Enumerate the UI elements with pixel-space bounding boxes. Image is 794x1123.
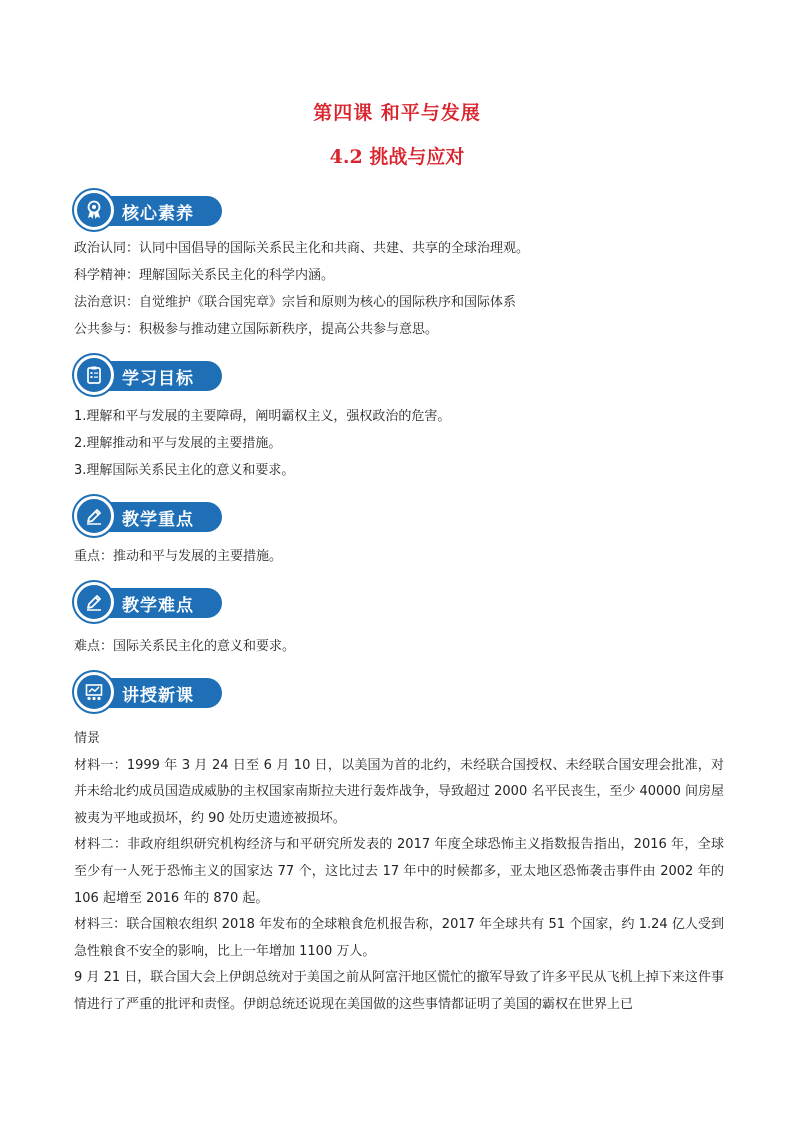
pencil-icon — [74, 496, 114, 536]
section-label: 教学难点 — [122, 596, 194, 616]
presentation-chart-icon — [74, 672, 114, 712]
focus-text: 重点：推动和平与发展的主要措施。 — [74, 549, 283, 564]
difficulty-text: 难点：国际关系民主化的意义和要求。 — [74, 639, 296, 654]
section-label: 学习目标 — [122, 369, 194, 389]
material-paragraph: 材料一：1999 年 3 月 24 日至 6 月 10 日，以美国为首的北约，未经联合国授权、未经联合国安理会批准，对并未给北约成员国造成威胁的主权国家南斯拉夫进行轰炸战争，导致超过 2000 名平民丧生，至少 40000 间房屋被夷为平地或损坏，约 90 处历史遗迹被损坏。 — [74, 757, 724, 826]
scenario-heading: 情景 — [74, 731, 101, 746]
core-item: 政治认同：认同中国倡导的国际关系民主化和共商、共建、共享的全球治理观。 — [74, 241, 530, 256]
core-item: 科学精神：理解国际关系民主化的科学内涵。 — [74, 268, 335, 283]
section-label: 教学重点 — [122, 510, 194, 530]
pencil-icon — [74, 582, 114, 622]
material-paragraph: 材料三：联合国粮农组织 2018 年发布的全球粮食危机报告称，2017 年全球共有 51 个国家，约 1.24 亿人受到急性粮食不安全的影响，比上一年增加 1100 万人。 — [74, 917, 724, 959]
section-label: 讲授新课 — [122, 686, 194, 706]
lesson-body — [74, 726, 724, 1019]
lesson-subtitle: 4.2 挑战与应对 — [329, 146, 465, 168]
goal-item: 3.理解国际关系民主化的意义和要求。 — [74, 463, 295, 478]
lesson-title: 第四课 和平与发展 — [313, 102, 481, 124]
clipboard-checklist-icon — [74, 355, 114, 395]
core-item: 法治意识：自觉维护《联合国宪章》宗旨和原则为核心的国际秩序和国际体系 — [74, 295, 517, 310]
material-paragraph: 材料二：非政府组织研究机构经济与和平研究所发表的 2017 年度全球恐怖主义指数报告指出，2016 年，全球至少有一人死于恐怖主义的国家达 77 个，这比过去 17 年中的时候都多，亚太地区恐怖袭击事件由 2002 年的 106 起增至 2016 年的 870 起。 — [74, 837, 724, 906]
section-label: 核心素养 — [122, 204, 194, 224]
core-item: 公共参与：积极参与推动建立国际新秩序，提高公共参与意思。 — [74, 322, 439, 337]
goal-item: 2.理解推动和平与发展的主要措施。 — [74, 436, 282, 451]
goal-item: 1.理解和平与发展的主要障碍，阐明霸权主义，强权政治的危害。 — [74, 409, 451, 424]
award-ribbon-icon — [74, 190, 114, 230]
material-paragraph: 9 月 21 日，联合国大会上伊朗总统对于美国之前从阿富汗地区慌忙的撤军导致了许多平民从飞机上掉下来这件事情进行了严重的批评和责怪。伊朗总统还说现在美国做的这些事情都证明了美国的霸权在世界上已 — [74, 970, 724, 1012]
